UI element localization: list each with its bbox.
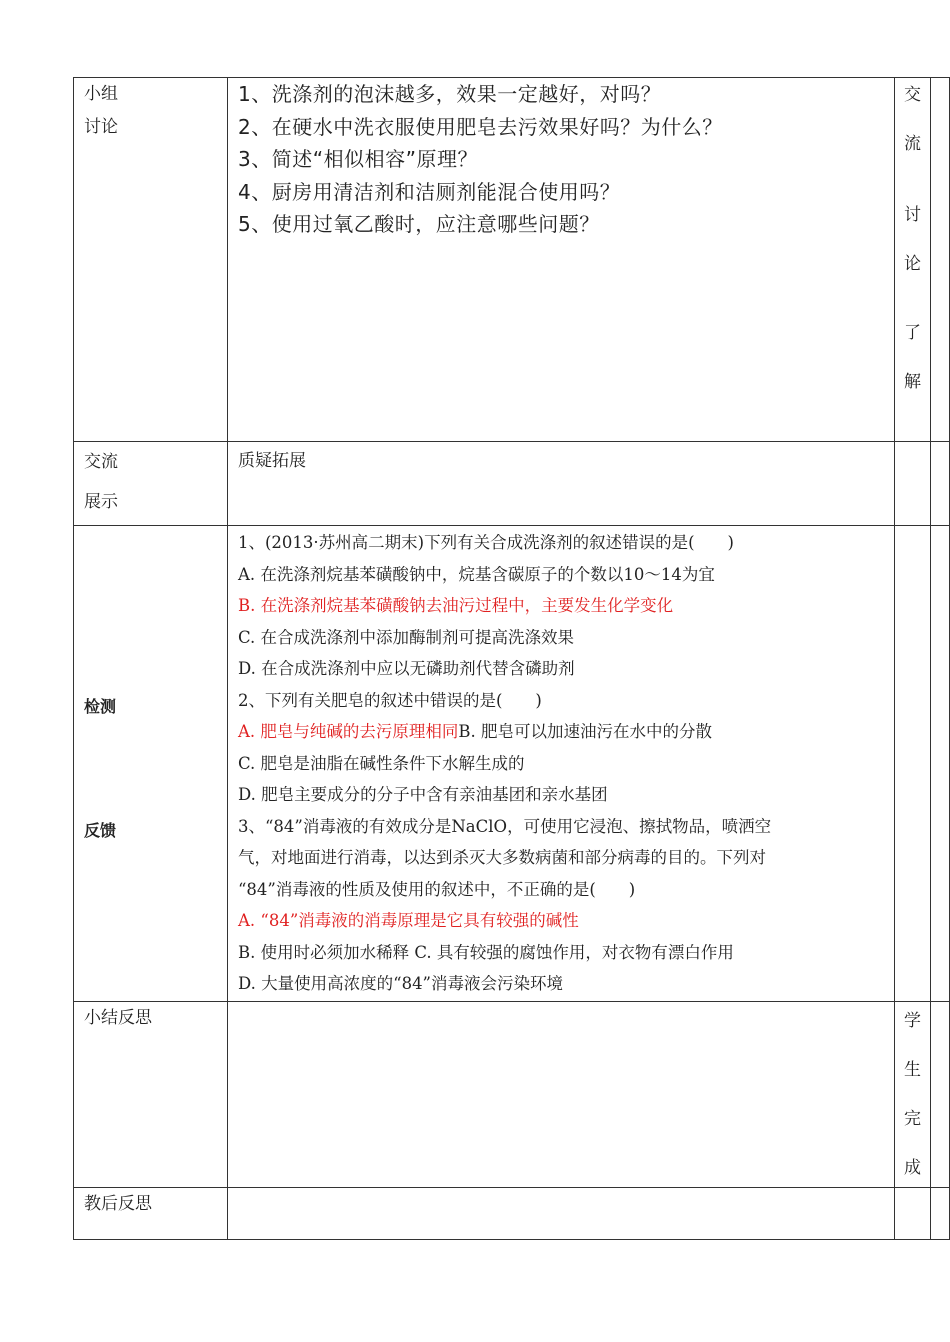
discussion-extra-cell [931, 78, 950, 442]
teaching-content-cell [228, 1188, 895, 1240]
feedback-content-cell [228, 526, 895, 1002]
feedback-line [238, 527, 894, 559]
feedback-line [238, 590, 894, 622]
feedback-line-text: C. 肥皂是油脂在碱性条件下水解生成的 [238, 753, 525, 773]
summary-label: 小结反思 [84, 1008, 152, 1028]
feedback-line-text: A. 在洗涤剂烷基苯磺酸钠中，烷基含碳原子的个数以10～14为宜 [238, 564, 715, 584]
side-char: 论 [904, 254, 921, 274]
discussion-label-line2: 讨论 [84, 117, 118, 137]
feedback-line-text: 2、下列有关肥皂的叙述中错误的是( ) [238, 690, 542, 710]
discussion-row [74, 78, 950, 442]
feedback-line-text: 气，对地面进行消毒，以达到杀灭大多数病菌和部分病毒的目的。下列对 [238, 848, 766, 867]
exchange-extra-cell [931, 442, 950, 526]
feedback-line-text: D. 大量使用高浓度的“84”消毒液会污染环境 [238, 974, 563, 993]
discussion-questions-cell [228, 78, 895, 442]
discussion-question-3: 3、简述“相似相容”原理？ [238, 147, 478, 171]
exchange-side-cell [895, 442, 931, 526]
feedback-line [238, 685, 894, 717]
exchange-label-line1: 交流 [84, 452, 118, 472]
side-char: 交 [904, 85, 921, 105]
teaching-side-cell [895, 1188, 931, 1240]
feedback-line-text: “84”消毒液的性质及使用的叙述中，不正确的是( ) [238, 879, 636, 899]
feedback-line [238, 622, 894, 654]
feedback-line [238, 874, 894, 906]
feedback-line-text: 1、(2013·苏州高二期末)下列有关合成洗涤剂的叙述错误的是( ) [238, 533, 734, 552]
feedback-line [238, 716, 894, 748]
feedback-extra-cell [931, 526, 950, 1002]
discussion-question-4: 4、厨房用清洁剂和洁厕剂能混合使用吗？ [238, 179, 621, 204]
feedback-line-text: B. 使用时必须加水稀释 C. 具有较强的腐蚀作用，对衣物有漂白作用 [238, 942, 734, 962]
feedback-side-cell [895, 526, 931, 1002]
exchange-label-cell [74, 442, 228, 526]
teaching-label: 教后反思 [84, 1194, 152, 1214]
feedback-line [238, 905, 894, 937]
exchange-row [74, 442, 950, 526]
feedback-line-text: D. 肥皂主要成分的分子中含有亲油基团和亲水基团 [238, 785, 608, 804]
feedback-lines [228, 526, 894, 1000]
summary-content-cell [228, 1002, 895, 1188]
discussion-question-2: 2、在硬水中洗衣服使用肥皂去污效果好吗？为什么？ [238, 114, 723, 139]
feedback-label-top: 检测 [84, 697, 117, 716]
teaching-extra-cell [931, 1188, 950, 1240]
feedback-label-cell [74, 526, 228, 1002]
feedback-row [74, 526, 950, 1002]
summary-extra-cell [931, 1002, 950, 1188]
exchange-content-cell [228, 442, 895, 526]
feedback-line [238, 653, 894, 685]
feedback-line [238, 937, 894, 969]
side-char: 生 [904, 1060, 921, 1080]
lesson-table [73, 77, 950, 1240]
feedback-line [238, 559, 894, 591]
summary-label-cell [74, 1002, 228, 1188]
side-char: 流 [904, 134, 921, 154]
feedback-line [238, 748, 894, 780]
discussion-question-5: 5、使用过氧乙酸时，应注意哪些问题？ [238, 212, 600, 236]
exchange-content: 质疑拓展 [238, 451, 306, 471]
teaching-label-cell [74, 1188, 228, 1240]
feedback-line-answer: A. 肥皂与纯碱的去污原理相同 [238, 722, 459, 741]
feedback-line [238, 779, 894, 811]
feedback-line-text: B. 肥皂可以加速油污在水中的分散 [458, 722, 713, 741]
summary-row [74, 1002, 950, 1188]
feedback-line-answer: B. 在洗涤剂烷基苯磺酸钠去油污过程中，主要发生化学变化 [238, 596, 674, 615]
discussion-question-1: 1、洗涤剂的泡沫越多，效果一定越好，对吗？ [238, 82, 662, 106]
side-char: 学 [904, 1011, 921, 1031]
summary-side-cell [895, 1002, 931, 1188]
side-char: 完 [904, 1109, 921, 1129]
feedback-line-text: 3、“84”消毒液的有效成分是NaClO，可使用它浸泡、擦拭物品，喷洒空 [238, 816, 772, 836]
feedback-line-text: C. 在合成洗涤剂中添加酶制剂可提高洗涤效果 [238, 627, 575, 647]
feedback-line-text: D. 在合成洗涤剂中应以无磷助剂代替含磷助剂 [238, 659, 575, 678]
exchange-label-line2: 展示 [84, 492, 118, 512]
feedback-line [238, 968, 894, 1000]
side-char: 讨 [904, 205, 921, 225]
feedback-line [238, 811, 894, 843]
feedback-label-bottom: 反馈 [84, 821, 117, 840]
discussion-label-cell [74, 78, 228, 442]
discussion-label-line1: 小组 [84, 84, 118, 104]
discussion-side-cell [895, 78, 931, 442]
side-char: 成 [904, 1158, 921, 1178]
side-char: 解 [904, 372, 921, 392]
teaching-row [74, 1188, 950, 1240]
feedback-line [238, 842, 894, 874]
feedback-line-answer: A. “84”消毒液的消毒原理是它具有较强的碱性 [238, 911, 579, 930]
side-char: 了 [904, 323, 921, 343]
